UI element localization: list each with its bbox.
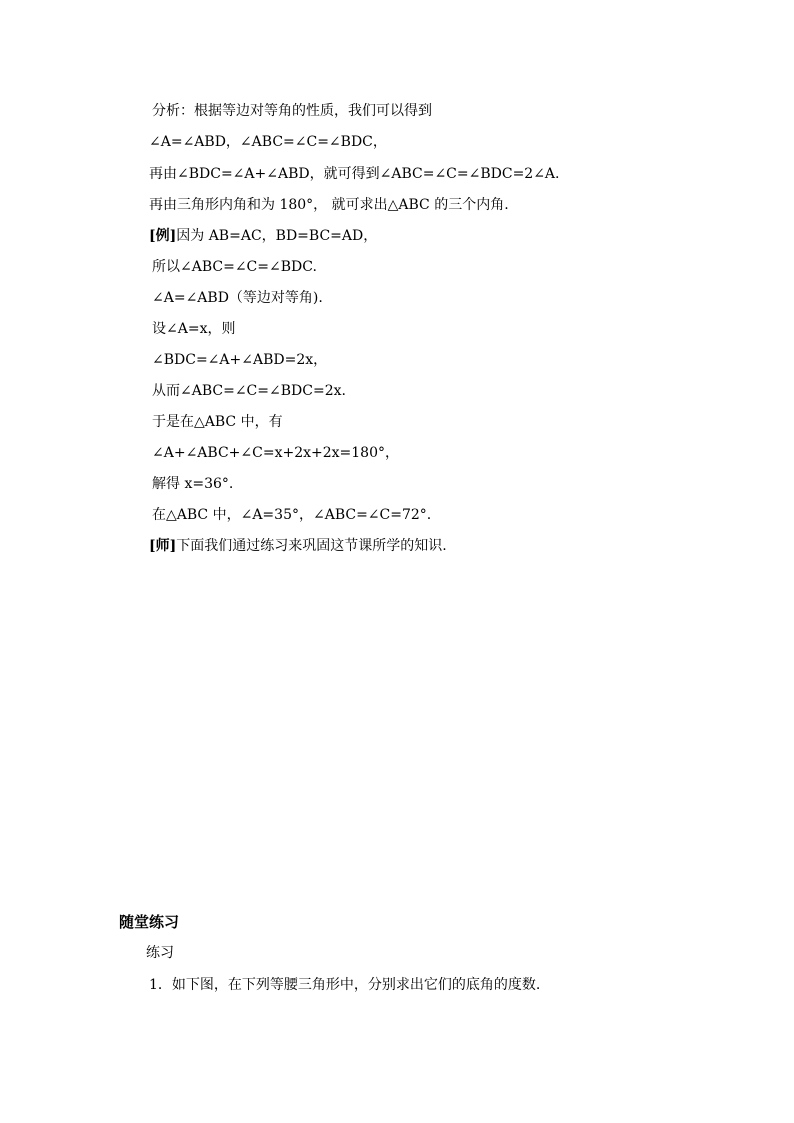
example-line-1: [149, 226, 377, 246]
example-line-2: 所以∠ABC=∠C=∠BDC.: [152, 259, 317, 275]
example-line-7: 于是在△ABC 中，有: [152, 414, 283, 430]
example-line-4: 设∠A=x，则: [152, 321, 236, 337]
example-tag: [例]: [149, 228, 177, 244]
analysis-line-2: ∠A=∠ABD，∠ABC=∠C=∠BDC，: [149, 134, 387, 150]
teacher-text: 下面我们通过练习来巩固这节课所学的知识.: [176, 538, 447, 554]
practice-heading: 随堂练习: [119, 913, 180, 931]
example-line-10: 在△ABC 中，∠A=35°，∠ABC=∠C=72°.: [152, 507, 432, 523]
example-line-5: ∠BDC=∠A+∠ABD=2x，: [152, 352, 328, 368]
example-line-9: 解得 x=36°.: [152, 476, 234, 492]
analysis-line-1: 分析：根据等边对等角的性质，我们可以得到: [152, 103, 432, 119]
example-text-1: 因为 AB=AC，BD=BC=AD，: [176, 228, 378, 244]
example-line-8: ∠A+∠ABC+∠C=x+2x+2x=180°，: [152, 445, 399, 461]
teacher-tag: [师]: [149, 538, 177, 554]
analysis-line-3: 再由∠BDC=∠A+∠ABD，就可得到∠ABC=∠C=∠BDC=2∠A.: [149, 166, 560, 182]
analysis-line-4: 再由三角形内角和为 180°， 就可求出△ABC 的三个内角.: [149, 197, 509, 213]
example-line-6: 从而∠ABC=∠C=∠BDC=2x.: [152, 383, 346, 399]
teacher-line: [149, 536, 447, 556]
practice-subheading: 练习: [146, 945, 174, 961]
practice-item-1: 1．如下图，在下列等腰三角形中，分别求出它们的底角的度数.: [149, 977, 541, 993]
example-line-3: ∠A=∠ABD（等边对等角).: [152, 290, 323, 306]
